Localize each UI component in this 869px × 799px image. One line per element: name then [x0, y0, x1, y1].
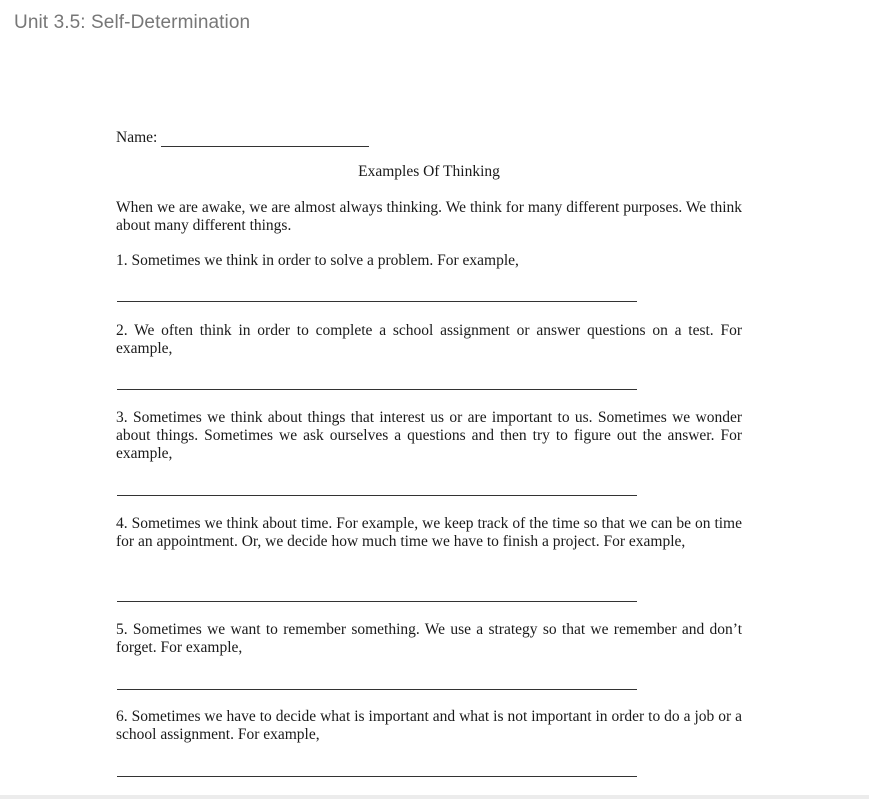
name-blank-line [161, 132, 369, 147]
answer-line-5 [117, 689, 637, 690]
unit-title: Unit 3.5: Self-Determination [14, 12, 251, 33]
question-6: 6. Sometimes we have to decide what is important and what is not important in order to do a job or a school assignment. For example, [116, 708, 742, 743]
page-bottom-edge [0, 795, 869, 799]
question-2: 2. We often think in order to complete a school assignment or answer questions on a test. For example, [116, 322, 742, 357]
name-label: Name: [116, 129, 158, 146]
question-1: 1. Sometimes we think in order to solve a problem. For example, [116, 252, 519, 269]
intro-paragraph: When we are awake, we are almost always thinking. We think for many different purposes. We think about many different things. [116, 199, 742, 234]
worksheet-title: Examples Of Thinking [358, 163, 500, 180]
answer-line-3 [117, 495, 637, 496]
answer-line-4 [117, 601, 637, 602]
question-4: 4. Sometimes we think about time. For example, we keep track of the time so that we can be on time for an appointment. Or, we decide how much time we have to finish a project. For example, [116, 515, 742, 550]
answer-line-1 [117, 301, 637, 302]
answer-line-6 [117, 776, 637, 777]
answer-line-2 [117, 389, 637, 390]
question-5: 5. Sometimes we want to remember something. We use a strategy so that we remember and don’t forget. For example, [116, 621, 742, 656]
question-3: 3. Sometimes we think about things that interest us or are important to us. Sometimes we wonder about things. Sometimes we ask ourselves a questions and then try to figure out the answer. For example, [116, 409, 742, 462]
name-row [116, 129, 369, 147]
